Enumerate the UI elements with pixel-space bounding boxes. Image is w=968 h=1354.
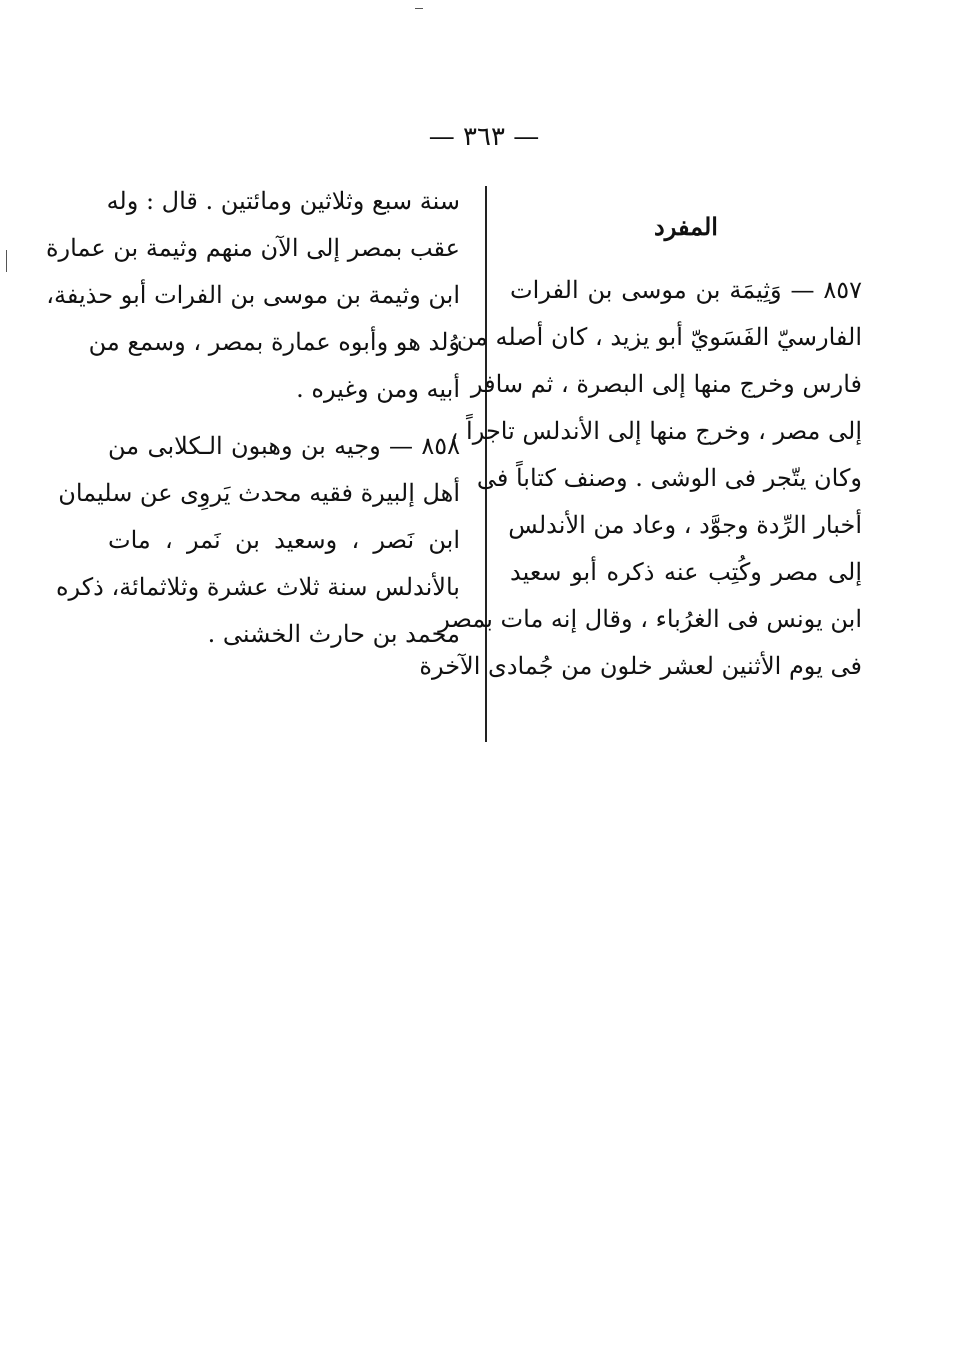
- text-line: إلى مصر ، وخرج منها إلى الأندلس تاجراً ،: [450, 417, 862, 445]
- text-line: بالأندلس سنة ثلاث عشرة وثلاثمائة، ذكره: [55, 573, 460, 601]
- text-line: أبيه ومن وغيره .: [296, 375, 460, 403]
- heading-spacer: [510, 249, 862, 267]
- text-line: أهل إلبيرة فقيه محدث يَروِى عن سليمان: [58, 479, 460, 507]
- text-line: الفارسيّ الفَسَويّ أبو يزيد ، كان أصله من: [456, 323, 862, 351]
- text-line: إلى مصر وكُتِب عنه ذكره أبو سعيد: [510, 558, 862, 586]
- text-line: محمد بن حارث الخشنى .: [207, 620, 460, 648]
- text-line: وُلد هو وأبوه عمارة بمصر ، وسمع من: [88, 328, 460, 356]
- left-column: [45, 178, 460, 658]
- text-line: ابن وثيمة بن موسى بن الفرات أبو حذيفة،: [46, 281, 460, 309]
- section-heading: المفرد: [654, 212, 718, 241]
- text-line: ٨٥٨ — وجيه بن وهبون الـكلابى من: [108, 432, 460, 460]
- text-line: أخبار الرِّدة وجوَّد ، وعاد من الأندلس: [508, 511, 862, 539]
- scan-edge-mark: [6, 250, 7, 272]
- text-line: فارس وخرج منها إلى البصرة ، ثم سافر: [470, 370, 862, 398]
- paragraph-continuation: [45, 178, 460, 413]
- text-line: فى يوم الأثنين لعشر خلون من جُمادى الآخرة: [419, 652, 862, 680]
- text-line: ٨٥٧ — وَثِيمَة بن موسى بن الفرات: [510, 276, 862, 304]
- text-line: ابن نَصر ، وسعيد بن نَمر ، مات: [108, 526, 460, 554]
- text-line: سنة سبع وثلاثين ومائتين . قال : وله: [106, 187, 460, 215]
- scan-speck: [415, 8, 423, 9]
- text-line: وكان يتّجر فى الوشى . وصنف كتاباً فى: [476, 464, 862, 492]
- text-line: عقب بمصر إلى الآن منهم وثيمة بن عمارة: [45, 234, 460, 262]
- paragraph-entry-858: [55, 423, 460, 658]
- paragraph-gap: [108, 413, 460, 423]
- page-number: — ٣٦٣ —: [428, 122, 540, 152]
- right-column: [419, 205, 862, 690]
- text-line: ابن يونس فى الغرُباء ، وقال إنه مات بمصر: [438, 605, 862, 633]
